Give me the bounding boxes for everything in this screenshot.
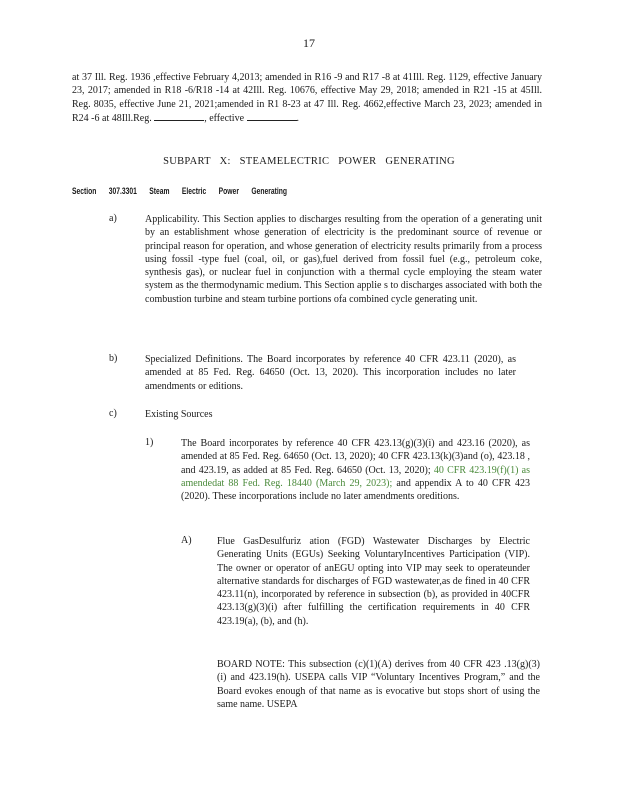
history-text: at 37 Ill. Reg. 1936 ,effective February 4,2013; amended in R16 -9 and R17 -8 at 41Ill. Reg. 1129, effective January 23, 2017; amended in R18 -6/R18 -14 at 42Ill. Reg. 10676, effective May 29, 2018; amended in R21 -15 at 45Ill. Reg. 8035, effective June 21, 2021;amended in R1 8-23 at 47 Ill. Reg. 4662,effective March 23, 2023; amended in R24 -6 at 48Ill.Reg. [72,72,542,124]
paragraph-cA-label: A) [181,535,192,546]
page-number: 17 [303,36,315,50]
paragraph-a-text: Applicability. This Section applies to discharges resulting from the operation of a generating unit by an establishment whose generation of electricity is the predominant source of revenue or principal reason for operation, and whose generation of electricity results primarily from a process using fossil -type fuel (coal, oil, or gas),fuel derived from fossil fuel (e.g., petroleum coke, synthesis gas), or nuclear fuel in conjunction with a thermal cycle employing the steam water system as the thermodynamic medium. This Section applie s to discharges associated with both the combustion turbine and steam turbine portions ofa combined cycle generating unit. [145,214,542,305]
paragraph-c-text: Existing Sources [145,409,213,420]
paragraph-cA-text: Flue GasDesulfuriz ation (FGD) Wastewater Discharges by Electric Generating Units (EGUs) Seeking VoluntaryIncentives Participation (VIP). The owner or operator of anEGU opting into VIP may seek to operateunder alternative standards for discharges of FGD wastewater,as de fined in 40 CFR 423.11(n), incorporated by reference in subsection (b), as provided in 40CFR 423.13(g)(3)(i) after fulfilling the certification requirements in 40 CFR 423.19(a), (b), and (h). [217,536,530,627]
history-blank-2 [247,111,297,121]
subpart-heading: SUBPART X: STEAMELECTRIC POWER GENERATING [163,156,455,167]
paragraph-c1-label: 1) [145,437,154,448]
paragraph-c1-text [181,437,530,503]
history-effective-label: effective [209,112,245,124]
history-blank-1 [154,111,204,121]
paragraph-b-label: b) [109,353,118,364]
paragraph-c1-text-amended: 40 CFR 423.19(f)(1) as amendedat 88 Fed. Reg. 18440 (March 29, 2023); [181,464,530,489]
history-comma: , [204,112,207,124]
section-heading: Section 307.3301 Steam Electric Power Generating [72,186,287,196]
history-note [72,71,542,125]
paragraph-b-text: Specialized Definitions. The Board incorporates by reference 40 CFR 423.11 (2020), as amended at 85 Fed. Reg. 64650 (Oct. 13, 2020). This incorporation includes no later amendments or editions. [145,354,516,392]
board-note-main: BOARD NOTE: This subsection (c)(1)(A) derives from 40 CFR 423 .13(g)(3)(i) and 423.19(h). USEPA calls VIP “Voluntary Incentives Program,” and the Board evokes enough of that name as [217,659,540,697]
history-period: . [296,112,300,124]
board-note-last: is evocative but stops short of using the same name. USEPA [217,685,540,710]
paragraph-c1-text-before: The Board incorporates by reference 40 CFR 423.13(g)(3)(i) and 423.16 (2020), as amended at 85 Fed. Reg. 64650 (Oct. 13, 2020); 40 CFR 423.13(k)(3)and (o), 423.18 , and 423.19, as added at 85 Fed. Reg. 64650 (Oct. 13, 2020); [181,438,530,476]
paragraph-c1-text-after: and appendix A to 40 CFR 423 (2020). These incorporations include no later amendments oreditions. [181,477,530,503]
paragraph-a-label: a) [109,213,117,224]
board-note [217,658,540,711]
paragraph-c-label: c) [109,408,117,419]
